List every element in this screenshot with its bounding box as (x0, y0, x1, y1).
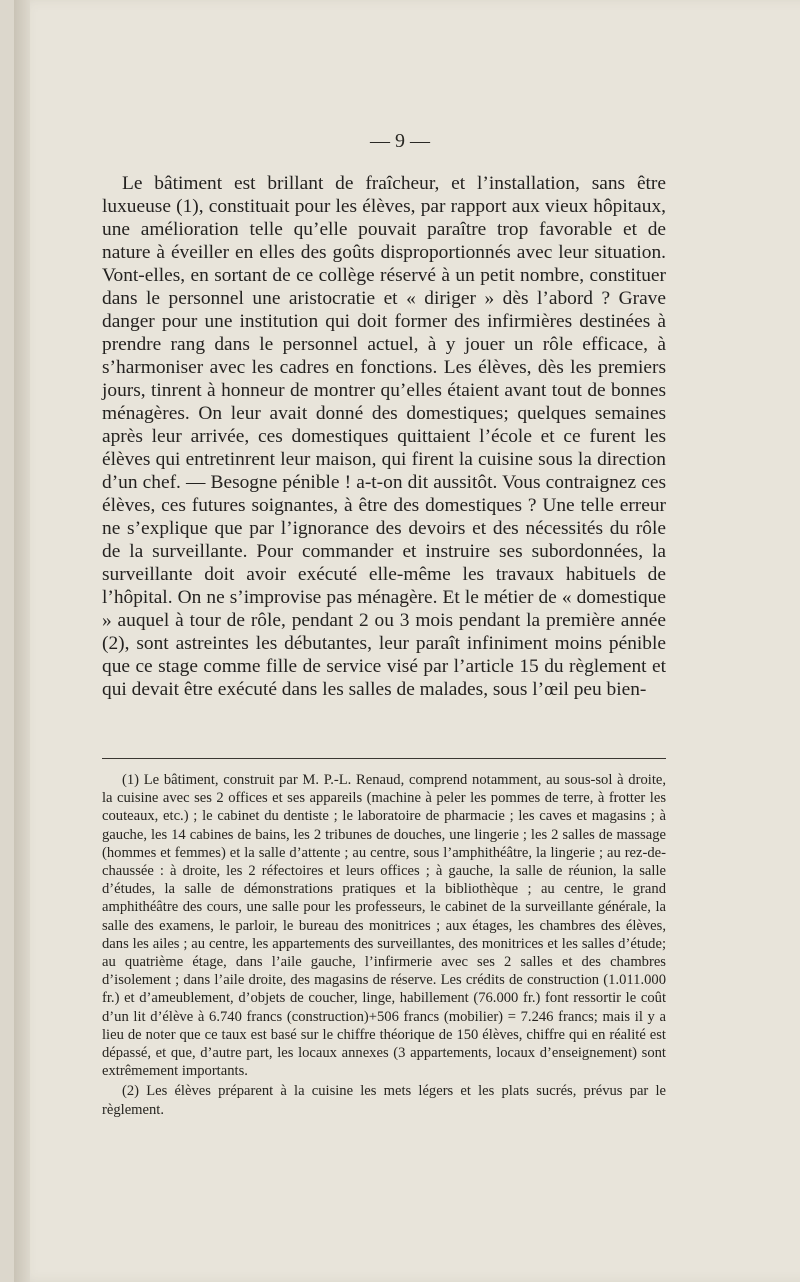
page-number: — 9 — (370, 130, 430, 152)
footnote-2: (2) Les élèves préparent à la cuisine les mets légers et les plats sucrés, prévus par le règlement. (102, 1083, 666, 1118)
page-gutter (14, 0, 30, 1282)
main-paragraph: Le bâtiment est brillant de fraîcheur, et l’installation, sans être luxueuse (1), constituait pour les élèves, par rapport aux vieux hôpitaux, une amélioration telle qu’elle pouvait paraître trop favorable et de nature à éveiller en elles des goûts disproportionnés avec leur situation. Vont-elles, en sortant de ce collège réservé à un petit nombre, constituer dans le personnel une aristocratie et « diriger » dès l’abord ? Grave danger pour une institution qui doit former des infirmières destinées à prendre rang dans le personnel actuel, à y jouer un rôle efficace, à s’harmoniser avec les cadres en fonctions. Les élèves, dès les premiers jours, tinrent à honneur de montrer qu’elles étaient avant tout de bonnes ménagères. On leur avait donné des domestiques; quelques semaines après leur arrivée, ces domestiques quittaient l’école et ce furent les élèves qui entretinrent leur maison, qui firent la cuisine sous la direction d’un chef. — Besogne pénible ! a-t-on dit aussitôt. Vous contraignez ces élèves, ces futures soignantes, à être des domestiques ? Une telle erreur ne s’explique que par l’ignorance des devoirs et des nécessités du rôle de la surveillante. Pour commander et instruire ses subordonnées, la surveillante doit avoir exécuté elle-même les travaux habituels de l’hôpital. On ne s’improvise pas ménagère. Et le métier de « domestique » auquel à tour de rôle, pendant 2 ou 3 mois pendant la première année (2), sont astreintes les débutantes, leur paraît infiniment moins pénible que ce stage comme fille de service visé par l’article 15 du règlement et qui devait être exécuté dans les salles de malades, sous l’œil peu bien- (102, 173, 666, 700)
footnote-1: (1) Le bâtiment, construit par M. P.-L. Renaud, comprend notamment, au sous-sol à droite, la cuisine avec ses 2 offices et ses appareils (machine à peler les pommes de terre, à frotter les couteaux, etc.) ; le cabinet du dentiste ; le laboratoire de pharmacie ; les caves et magasins ; à gauche, les 14 cabines de bains, les 2 tribunes de douches, une lingerie ; les 2 salles de massage (hommes et femmes) et la salle d’attente ; au centre, sous l’amphithéâtre, la lingerie ; au rez-de-chaussée : à droite, les 2 réfectoires et leurs offices ; à gauche, la salle de réunion, la salle d’études, la salle de démonstrations pratiques et la bibliothèque ; au centre, le grand amphithéâtre des cours, une salle pour les professeurs, le cabinet de la surveillante générale, la salle des examens, le parloir, le bureau des monitrices ; aux étages, les chambres des élèves, dans les ailes ; au centre, les appartements des surveillantes, des monitrices et les salles d’étude; au quatrième étage, dans l’aile gauche, l’infirmerie avec ses 2 salles et des chambres d’isolement ; dans l’aile droite, des magasins de réserve. Les crédits de construction (1.011.000 fr.) et d’ameublement, d’objets de coucher, linge, habillement (76.000 fr.) font ressortir le coût d’un lit d’élève à 6.740 francs (construction)+506 francs (mobilier) = 7.246 francs; mais il y a lieu de noter que ce taux est basé sur le chiffre théorique de 150 élèves, chiffre qui en réalité est dépassé, et que, d’autre part, les locaux annexes (3 appartements, locaux d’enseignement) sont extrêmement importants. (102, 772, 666, 1080)
footnote-separator (102, 758, 666, 759)
footnotes (102, 771, 666, 1119)
main-text (102, 172, 666, 701)
